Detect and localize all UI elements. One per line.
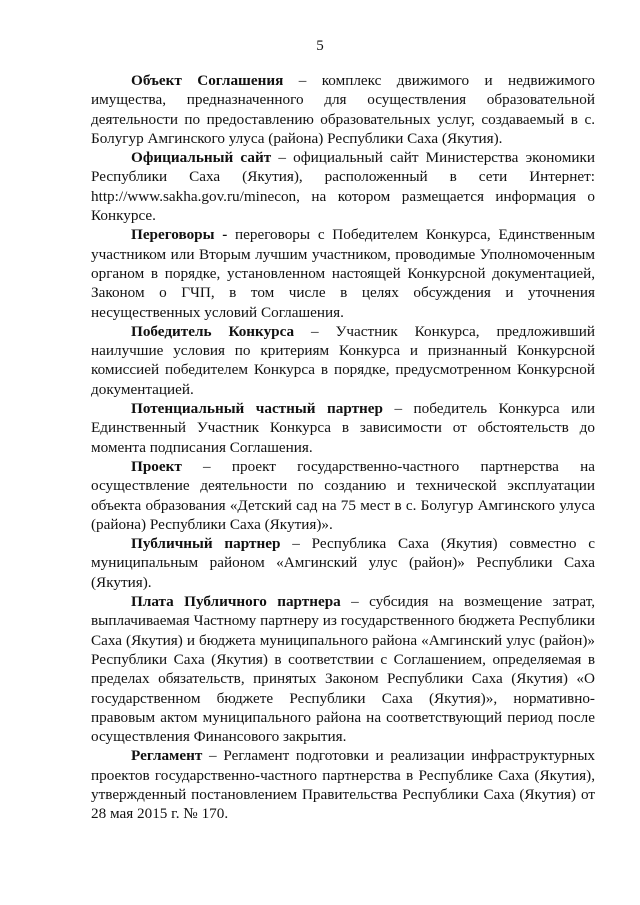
definition-paragraph xyxy=(91,746,595,823)
definition-paragraph xyxy=(91,534,595,592)
definition-term: Проект xyxy=(131,457,182,475)
definition-text: переговоры с Победителем Конкурса, Единственным участником или Вторым лучшим участником, проводимые Уполномоченным органом в порядке, установленном настоящей Конкурсной документацией, Законом о ГЧП, в том числе в целях обсуждения и уточнения несущественных условий Соглашения. xyxy=(91,226,595,321)
definition-text: – официальный сайт Министерства экономики Республики Саха (Якутия), расположенный в сети Интернет: http://www.sakha.gov.ru/minecon, на котором размещается информация о Конкурсе. xyxy=(91,149,595,225)
definition-paragraph xyxy=(91,71,595,148)
definitions-list xyxy=(91,71,595,824)
definition-paragraph xyxy=(91,457,595,534)
definition-term: Победитель Конкурса xyxy=(131,322,295,340)
definition-term: Плата Публичного партнера xyxy=(131,593,341,611)
definition-text: – проект государственно-частного партнерства на осуществление деятельности по созданию и технической эксплуатации объекта образования «Детский сад на 75 мест в с. Болугур Амгинского улуса (района) Республики Саха (Якутия)». xyxy=(91,457,595,533)
definition-paragraph xyxy=(91,399,595,457)
definition-text: – Республика Саха (Якутия) совместно с муниципальным районом «Амгинский улус (район)» Республики Саха (Якутия). xyxy=(91,535,595,591)
definition-paragraph xyxy=(91,322,595,399)
definition-text: – комплекс движимого и недвижимого имущества, предназначенного для осуществления образовательной деятельности по предоставлению образовательных услуг, создаваемый в с. Болугур Амгинского улуса (района) Республики Саха (Якутия). xyxy=(91,72,595,147)
definition-paragraph xyxy=(91,225,595,321)
definition-term: Официальный сайт xyxy=(131,149,272,167)
definition-text: – Регламент подготовки и реализации инфраструктурных проектов государственно-частного партнерства в Республике Саха (Якутия), утвержденный постановлением Правительства Республики Саха (Якутия) от 28 мая 2015 г. № 170. xyxy=(91,747,595,823)
definition-term: Объект Соглашения xyxy=(131,72,284,89)
definition-text: – победитель Конкурса или Единственный Участник Конкурса в зависимости от обстоятельств до момента подписания Соглашения. xyxy=(91,400,595,456)
definition-term: Потенциальный частный партнер xyxy=(131,400,383,418)
definition-term: Публичный партнер xyxy=(131,535,281,553)
definition-text: – Участник Конкурса, предложивший наилучшие условия по критериям Конкурса и признанный Конкурсной комиссией победителем Конкурса в порядке, предусмотренном Конкурсной документацией. xyxy=(91,322,595,398)
definition-term: Переговоры - xyxy=(131,226,228,244)
definition-paragraph xyxy=(91,148,595,225)
page-number: 5 xyxy=(316,38,324,54)
definition-text: – субсидия на возмещение затрат, выплачиваемая Частному партнеру из государственного бюджета Республики Саха (Якутия) и бюджета муниципального района «Амгинский улус (район)» Республики Саха (Якутия) в соответствии с Соглашением, определяемая в пределах обязательств, принятых Законом Республики Саха (Якутия) «О государственном бюджете Республики Саха (Якутия)», нормативно-правовым актом муниципального района на соответствующий период после осуществления Финансового закрытия. xyxy=(91,593,595,746)
definition-paragraph xyxy=(91,592,595,746)
definition-term: Регламент xyxy=(131,747,203,765)
